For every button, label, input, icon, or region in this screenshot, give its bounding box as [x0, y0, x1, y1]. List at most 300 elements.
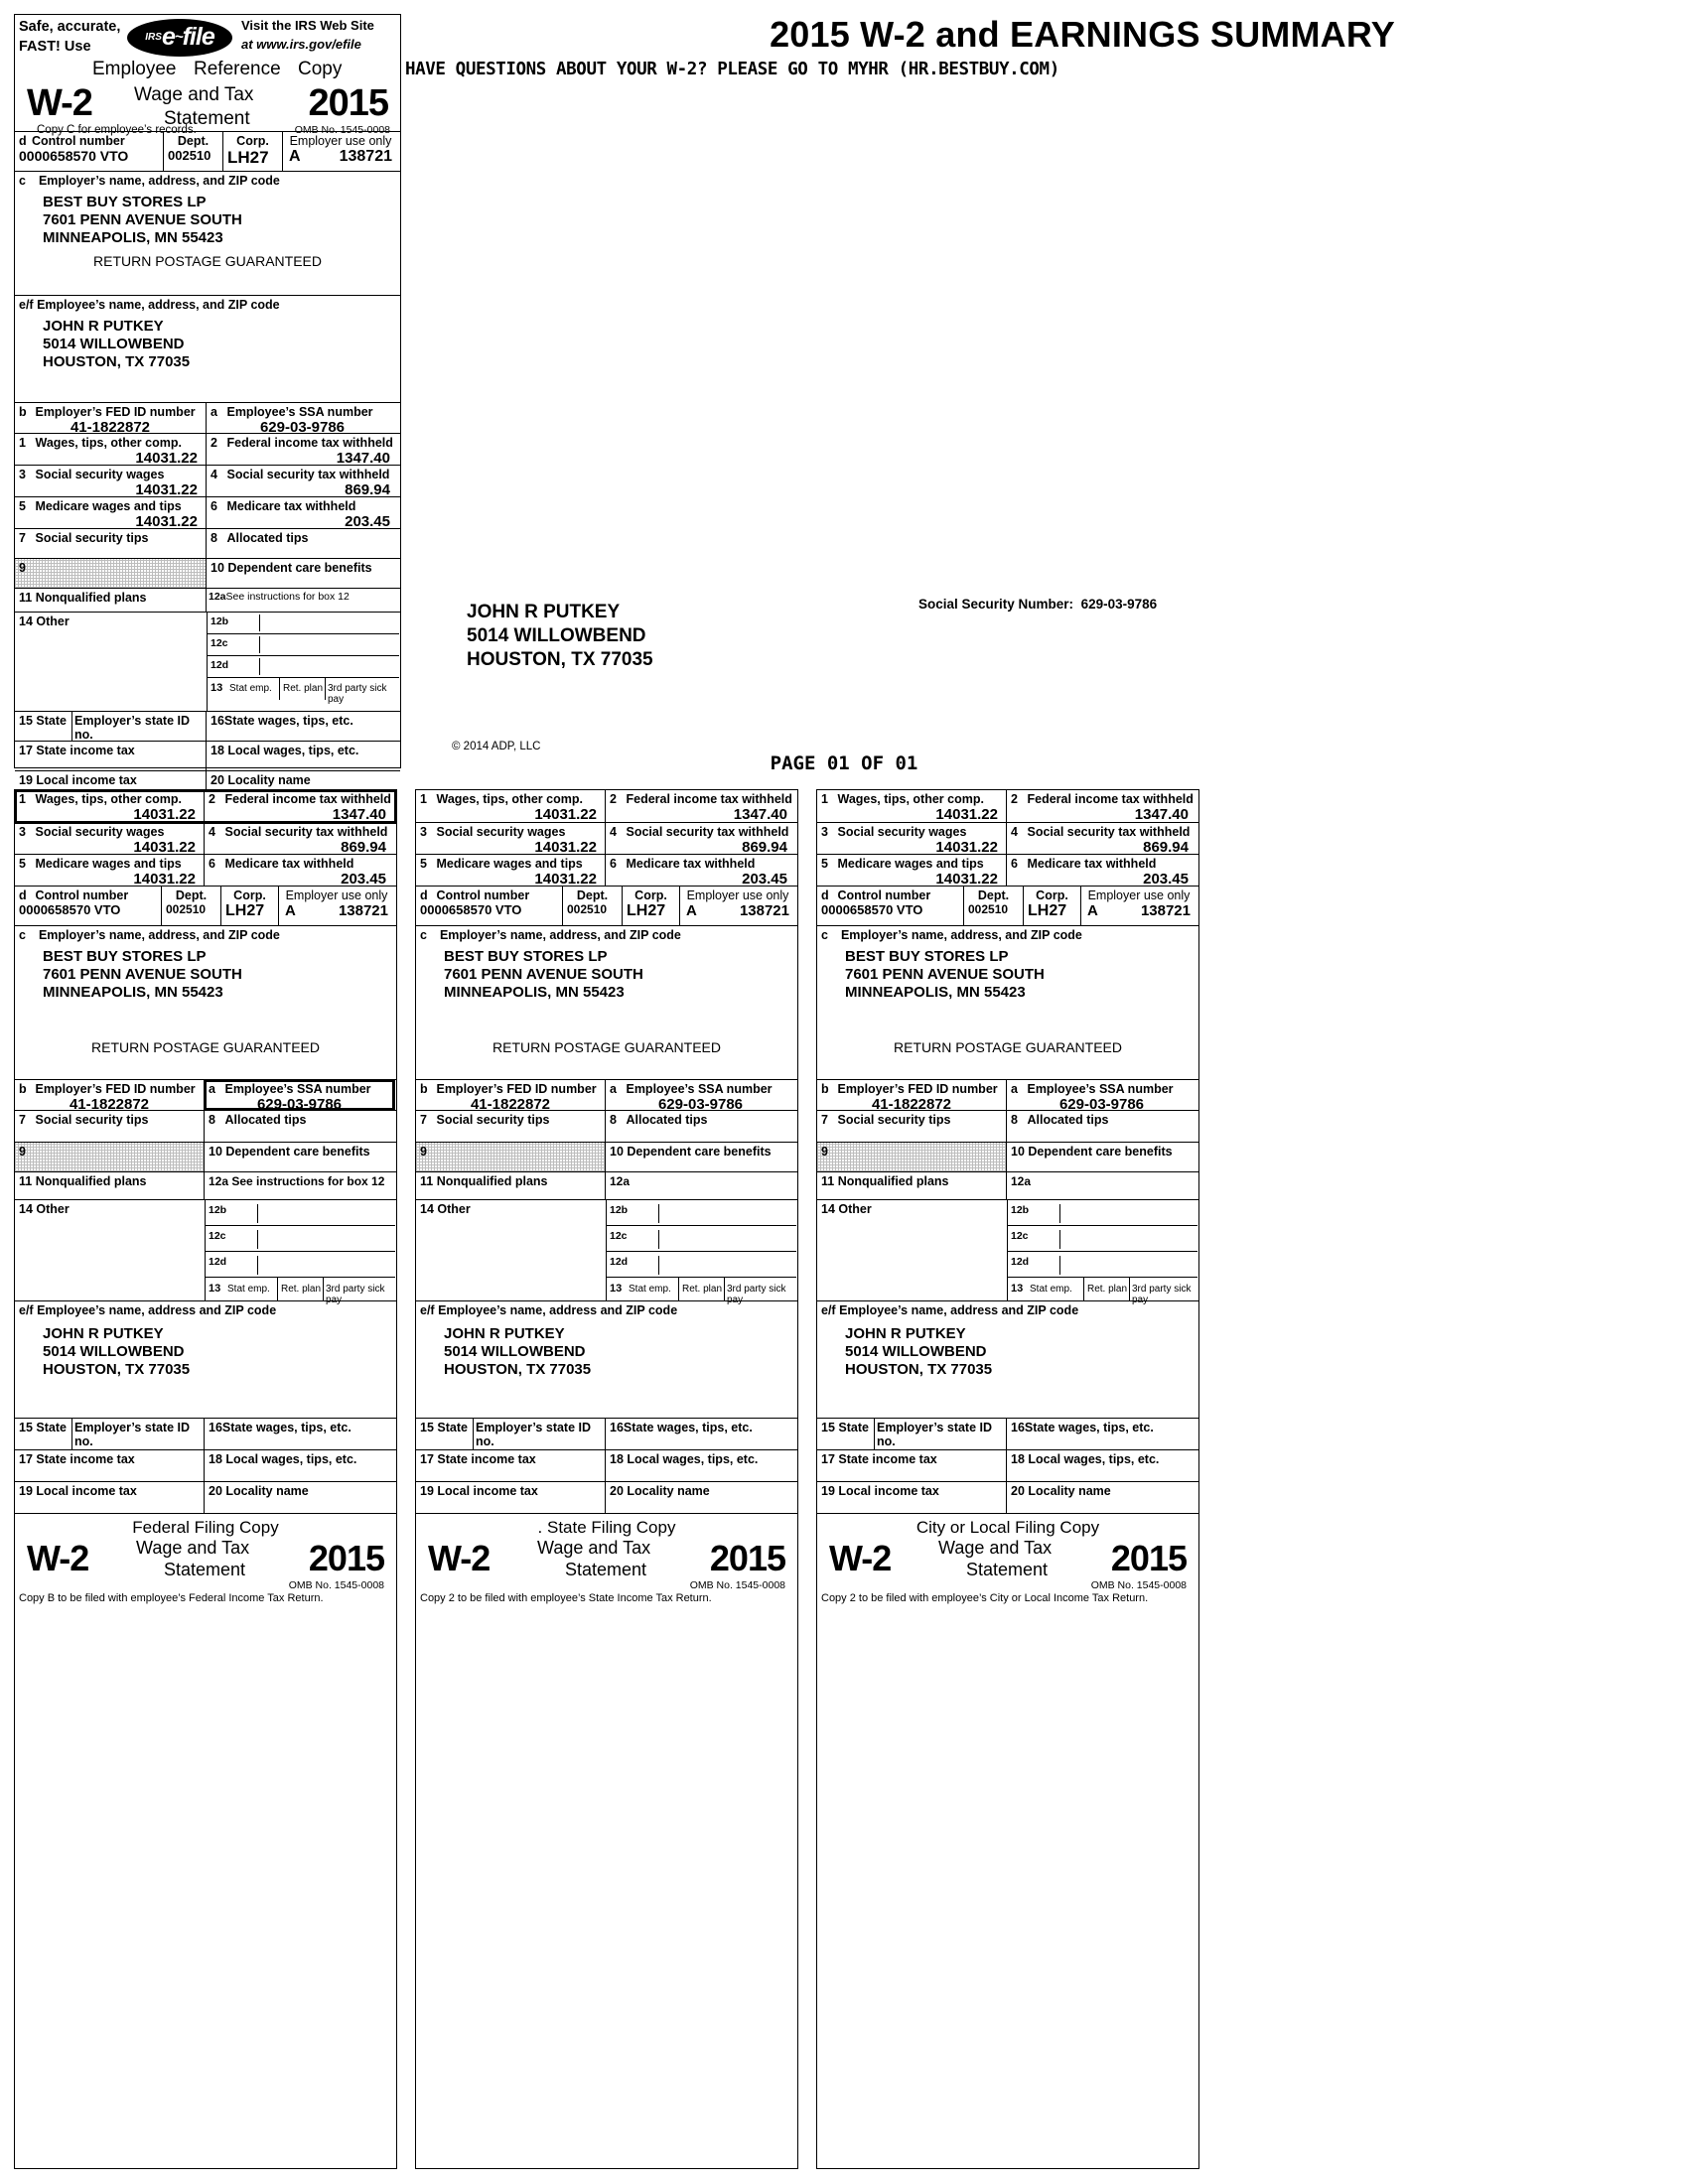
lo-control-number-row: [817, 887, 1198, 926]
employer-citystatezip: MINNEAPOLIS, MN 55423: [43, 229, 223, 246]
fed-box-5-6-row: [15, 855, 396, 887]
lo-box-18-label: 18 Local wages, tips, etc.: [1011, 1452, 1160, 1466]
box-ef-title: Employee’s name, address, and ZIP code: [37, 298, 280, 312]
st-box-20-label: 20 Locality name: [610, 1484, 710, 1498]
fed-control-number-row: [15, 887, 396, 926]
st-return-postage: RETURN POSTAGE GUARANTEED: [492, 1039, 721, 1055]
fed-box-ef-label: e/f Employee’s name, address and ZIP code: [19, 1303, 277, 1317]
box-17-18-row: [15, 742, 400, 771]
lo-footer-omb: OMB No. 1545-0008: [1090, 1579, 1187, 1591]
summary-ssn-label: Social Security Number:: [918, 597, 1074, 612]
fed-box-13-sick-pay: 3rd party sick pay: [326, 1284, 385, 1305]
box-16-label: 16State wages, tips, etc.: [211, 714, 353, 728]
lo-box-13-num: 13: [1011, 1283, 1024, 1295]
st-box-4-value: 869.94: [742, 839, 787, 856]
return-postage-guaranteed: RETURN POSTAGE GUARANTEED: [93, 253, 322, 269]
control-number-value: 0000658570 VTO: [19, 148, 129, 164]
box-17-title: State income tax: [36, 744, 135, 757]
st-box-12b-label: 12b: [610, 1204, 629, 1216]
box-3-title: Social security wages: [35, 468, 165, 481]
lo-box-12d-label: 12d: [1011, 1256, 1030, 1268]
fed-employer-use-a: A: [285, 902, 296, 919]
fed-dept-label: Dept.: [175, 888, 208, 902]
lo-footer-note: Copy 2 to be filed with employee’s City or Local Income Tax Return.: [821, 1592, 1149, 1604]
fed-box-12b-label: 12b: [209, 1204, 227, 1216]
lo-corp-label: Corp.: [1036, 888, 1068, 902]
box-7-label: 7 Social security tips: [19, 531, 149, 545]
corp-value: LH27: [227, 148, 269, 167]
st-employer-use-number: 138721: [739, 902, 789, 919]
st-employer-use-a: A: [686, 902, 697, 919]
fed-footer-statement: Statement: [164, 1560, 246, 1579]
lo-box-4-value: 869.94: [1143, 839, 1189, 856]
visit-irs-line-2: at www.irs.gov/efile: [241, 37, 361, 52]
st-box-14-label: 14 Other: [420, 1202, 471, 1216]
st-box-4-label: 4 Social security tax withheld: [610, 825, 789, 839]
fed-return-postage: RETURN POSTAGE GUARANTEED: [91, 1039, 320, 1055]
st-box-10-label: 10 Dependent care benefits: [610, 1145, 772, 1159]
box-3-4-row: [15, 466, 400, 497]
box-11-12a-row: [15, 589, 400, 613]
box-c-letter: c: [19, 174, 26, 188]
box-d-label: [15, 132, 163, 148]
lo-box-2-label: 2 Federal income tax withheld: [1011, 792, 1194, 806]
st-employee-block: [416, 1301, 797, 1419]
box-b-label: [15, 403, 206, 419]
box-4-value: 869.94: [345, 481, 390, 498]
st-box-19-label: 19 Local income tax: [420, 1484, 538, 1498]
lo-box-12a-label: 12a: [1011, 1174, 1032, 1188]
box-1-title: Wages, tips, other comp.: [35, 436, 182, 450]
st-box-6-value: 203.45: [742, 871, 787, 887]
efile-tagline-2: FAST! Use: [19, 39, 91, 55]
word-employee: Employee: [92, 59, 177, 79]
fed-employer-use-number: 138721: [338, 902, 388, 919]
employee-name: JOHN R PUTKEY: [43, 318, 164, 335]
fed-box-19-label: 19 Local income tax: [19, 1484, 137, 1498]
lo-box-13-div2: [1129, 1278, 1130, 1300]
lo-box-3-label: 3 Social security wages: [821, 825, 967, 839]
summary-employee-street: 5014 WILLOWBEND: [467, 625, 646, 646]
fed-box-1-label: 1 Wages, tips, other comp.: [19, 792, 182, 806]
box-17-label: 17 State income tax: [19, 744, 135, 757]
fed-footer-w2: W-2: [27, 1538, 89, 1578]
fed-dept-value: 002510: [166, 902, 207, 916]
fed-employee-name: JOHN R PUTKEY: [43, 1325, 164, 1342]
box-4-label: 4 Social security tax withheld: [211, 468, 390, 481]
lo-box-9-label: 9: [821, 1145, 828, 1159]
fed-box-18-label: 18 Local wages, tips, etc.: [209, 1452, 357, 1466]
lo-footer-year: 2015: [1110, 1538, 1187, 1578]
lo-employer-citystatezip: MINNEAPOLIS, MN 55423: [845, 984, 1026, 1001]
lo-box-16-label: 16State wages, tips, etc.: [1011, 1421, 1154, 1434]
fed-employer-citystatezip: MINNEAPOLIS, MN 55423: [43, 984, 223, 1001]
wage-and-tax-label: Wage and Tax: [134, 84, 254, 105]
lo-dept-label: Dept.: [977, 888, 1010, 902]
fed-corp-value: LH27: [225, 902, 265, 919]
lo-footer-wage-tax: Wage and Tax: [938, 1538, 1053, 1558]
st-control-number-value: 0000658570 VTO: [420, 902, 522, 917]
st-box-12c-divider: [658, 1230, 659, 1249]
fed-box-3-label: 3 Social security wages: [19, 825, 165, 839]
lo-fedid-ssa-row: [817, 1080, 1198, 1111]
box-2-value: 1347.40: [336, 450, 390, 467]
fed-footer-note: Copy B to be filed with employee’s Federal Income Tax Return.: [19, 1592, 324, 1604]
box-2-title: Federal income tax withheld: [226, 436, 393, 450]
lo-box-5-label: 5 Medicare wages and tips: [821, 857, 984, 871]
fed-box-2-value: 1347.40: [332, 806, 386, 823]
fed-employer-use-label: Employer use only: [285, 888, 388, 902]
lo-box-13-div1: [1083, 1278, 1084, 1300]
st-box-1-value: 14031.22: [534, 806, 597, 823]
st-box-ef-label: e/f Employee’s name, address and ZIP code: [420, 1303, 678, 1317]
st-control-number-row: [416, 887, 797, 926]
st-footer-title: . State Filing Copy: [537, 1518, 676, 1537]
lo-box-12b-label: 12b: [1011, 1204, 1030, 1216]
fed-box-14-12bcd-13-block: [15, 1200, 396, 1305]
st-box-3-value: 14031.22: [534, 839, 597, 856]
st-dept-value: 002510: [567, 902, 608, 916]
box-ef-letter: e/f: [19, 298, 34, 312]
lo-employer-use-a: A: [1087, 902, 1098, 919]
lo-box-9-10-row: [817, 1143, 1198, 1172]
st-footer-statement: Statement: [565, 1560, 647, 1579]
fed-box-1-value: 14031.22: [133, 806, 196, 823]
fed-corp-label: Corp.: [233, 888, 266, 902]
lo-box-15-16-row: [817, 1419, 1198, 1450]
fed-box-5-value: 14031.22: [133, 871, 196, 887]
lo-box-c-label: c Employer’s name, address, and ZIP code: [821, 928, 1082, 942]
employer-fed-id-value: 41-1822872: [70, 419, 151, 436]
box-8-title: Allocated tips: [226, 531, 309, 545]
fed-employer-block: [15, 926, 396, 1080]
fed-employer-name: BEST BUY STORES LP: [43, 948, 207, 965]
lo-control-number-value: 0000658570 VTO: [821, 902, 923, 917]
lo-box-1-value: 14031.22: [935, 806, 998, 823]
lo-employer-use-number: 138721: [1140, 902, 1191, 919]
st-employer-block: [416, 926, 797, 1080]
fed-box-6-label: 6 Medicare tax withheld: [209, 857, 354, 871]
box-13-div1: [279, 678, 280, 700]
box-a-title: Employee’s SSA number: [226, 405, 373, 419]
box-12b-label: 12b: [211, 615, 229, 627]
st-box-9-10-row: [416, 1143, 797, 1172]
lo-box-12d-divider: [1059, 1256, 1060, 1275]
fed-box-1-2-row: [15, 790, 396, 823]
lo-box-12c-divider: [1059, 1230, 1060, 1249]
fed-box-8-label: 8 Allocated tips: [209, 1113, 307, 1127]
fed-box-9-label: 9: [19, 1145, 26, 1159]
st-box-c-label: c Employer’s name, address, and ZIP code: [420, 928, 681, 942]
st-fedid-ssa-row: [416, 1080, 797, 1111]
st-box-13-ret-plan: Ret. plan: [682, 1284, 723, 1295]
st-employer-fed-id-value: 41-1822872: [470, 1096, 551, 1113]
st-box-12a-label: 12a: [610, 1174, 631, 1188]
st-box-1-label: 1 Wages, tips, other comp.: [420, 792, 583, 806]
box-12a-num: 12a: [209, 591, 226, 603]
lo-box-d-label: d Control number: [821, 888, 931, 902]
st-box-8-label: 8 Allocated tips: [610, 1113, 708, 1127]
irs-efile-logo-icon: [127, 19, 232, 57]
fed-box-4-value: 869.94: [341, 839, 386, 856]
box-5-6-row: [15, 497, 400, 529]
box-19-title: Local income tax: [36, 773, 137, 787]
fed-employee-ssa-value: 629-03-9786: [256, 1096, 343, 1113]
dept-value: 002510: [168, 148, 211, 163]
box-c-label: [15, 172, 400, 188]
lo-box-ef-label: e/f Employee’s name, address and ZIP code: [821, 1303, 1079, 1317]
lo-box-7-label: 7 Social security tips: [821, 1113, 951, 1127]
lo-box-17-label: 17 State income tax: [821, 1452, 937, 1466]
box-15-label: 15 State: [19, 714, 67, 728]
st-box-7-8-row: [416, 1111, 797, 1143]
st-box-15-label: 15 State: [420, 1421, 468, 1434]
fed-box-3-4-row: [15, 823, 396, 855]
box-9-label: 9: [19, 561, 26, 575]
st-box-12b-divider: [658, 1204, 659, 1223]
fed-footer-title: Federal Filing Copy: [132, 1518, 279, 1537]
st-box-13-div1: [678, 1278, 679, 1300]
lo-box-4-label: 4 Social security tax withheld: [1011, 825, 1191, 839]
box-2-label: 2 Federal income tax withheld: [211, 436, 393, 450]
irs-text: IRS: [145, 32, 162, 43]
st-employer-street: 7601 PENN AVENUE SOUTH: [444, 966, 643, 983]
lo-box-14-12bcd-13-block: [817, 1200, 1198, 1305]
copy-c-w2-form: [14, 14, 401, 787]
lo-box-11-12a-row: [817, 1172, 1198, 1200]
box-b-title: Employer’s FED ID number: [35, 405, 196, 419]
lo-footer-w2: W-2: [829, 1538, 892, 1578]
st-box-2-label: 2 Federal income tax withheld: [610, 792, 792, 806]
lo-box-15-state-id-label: Employer’s state ID no.: [877, 1421, 993, 1448]
lo-employee-block: [817, 1301, 1198, 1419]
st-footer-wage-tax: Wage and Tax: [537, 1538, 651, 1558]
fed-box-7-label: 7 Social security tips: [19, 1113, 149, 1127]
employer-name: BEST BUY STORES LP: [43, 194, 207, 210]
lo-return-postage: RETURN POSTAGE GUARANTEED: [894, 1039, 1122, 1055]
lo-box-1-label: 1 Wages, tips, other comp.: [821, 792, 984, 806]
st-box-14-12bcd-13-block: [416, 1200, 797, 1305]
lo-box-11-label: 11 Nonqualified plans: [821, 1174, 949, 1188]
employer-street: 7601 PENN AVENUE SOUTH: [43, 211, 242, 228]
control-number-row: [15, 132, 400, 172]
box-12a-instruction: See instructions for box 12: [225, 591, 350, 603]
fed-box-15-state-id-label: Employer’s state ID no.: [74, 1421, 191, 1448]
box-14-label: 14 Other: [19, 614, 70, 628]
fed-box-11-12a-row: [15, 1172, 396, 1200]
federal-filing-copy: [14, 789, 397, 2169]
box-5-label: 5 Medicare wages and tips: [19, 499, 182, 513]
st-footer-note: Copy 2 to be filed with employee’s State Income Tax Return.: [420, 1592, 712, 1604]
lo-employee-ssa-value: 629-03-9786: [1058, 1096, 1145, 1113]
box-6-value: 203.45: [345, 513, 390, 530]
st-box-13-div2: [724, 1278, 725, 1300]
employer-use-number: 138721: [339, 148, 392, 165]
fed-box-3-value: 14031.22: [133, 839, 196, 856]
employee-block: [15, 296, 400, 403]
lo-box-12c-label: 12c: [1011, 1230, 1029, 1242]
box-d-letter: d: [19, 134, 27, 148]
st-box-13-stat-emp: Stat emp.: [629, 1284, 671, 1295]
fed-box-c-label: c Employer’s name, address, and ZIP code: [19, 928, 280, 942]
st-box-b-label: b Employer’s FED ID number: [420, 1082, 597, 1096]
box-11-label: 11 Nonqualified plans: [19, 591, 147, 605]
lo-box-5-6-row: [817, 855, 1198, 887]
st-box-6-label: 6 Medicare tax withheld: [610, 857, 756, 871]
employee-street: 5014 WILLOWBEND: [43, 336, 185, 352]
st-dept-label: Dept.: [576, 888, 609, 902]
fed-box-7-8-row: [15, 1111, 396, 1143]
lo-employee-name: JOHN R PUTKEY: [845, 1325, 966, 1342]
st-box-12d-divider: [658, 1256, 659, 1275]
lo-box-7-8-row: [817, 1111, 1198, 1143]
box-c-title: Employer’s name, address, and ZIP code: [38, 174, 280, 188]
fed-box-13-stat-emp: Stat emp.: [227, 1284, 270, 1295]
fed-box-14-label: 14 Other: [19, 1202, 70, 1216]
st-box-3-4-row: [416, 823, 797, 855]
lo-box-a-label: a Employee’s SSA number: [1011, 1082, 1174, 1096]
st-box-15-state-id-label: Employer’s state ID no.: [476, 1421, 592, 1448]
lo-box-6-value: 203.45: [1143, 871, 1189, 887]
fed-box-15-label: 15 State: [19, 1421, 67, 1434]
lo-footer: [817, 1514, 1198, 1605]
box-7-title: Social security tips: [35, 531, 149, 545]
box-20-title: Locality name: [227, 773, 311, 787]
lo-box-1-2-row: [817, 790, 1198, 823]
fed-box-6-value: 203.45: [341, 871, 386, 887]
box-18-title: Local wages, tips, etc.: [227, 744, 359, 757]
summary-ssn-block: [918, 597, 1157, 612]
box-18-label: 18 Local wages, tips, etc.: [211, 744, 359, 757]
st-box-5-label: 5 Medicare wages and tips: [420, 857, 583, 871]
employee-citystatezip: HOUSTON, TX 77035: [43, 353, 191, 370]
efile-file: file: [182, 23, 214, 51]
st-corp-value: LH27: [627, 902, 666, 919]
fed-box-4-label: 4 Social security tax withheld: [209, 825, 388, 839]
fed-box-a-label: a Employee’s SSA number: [209, 1082, 371, 1096]
st-employee-street: 5014 WILLOWBEND: [444, 1343, 586, 1360]
fed-employer-street: 7601 PENN AVENUE SOUTH: [43, 966, 242, 983]
box-6-label: 6 Medicare tax withheld: [211, 499, 356, 513]
dept-label: Dept.: [177, 134, 210, 148]
box-13-div2: [325, 678, 326, 700]
fed-employee-citystatezip: HOUSTON, TX 77035: [43, 1361, 191, 1378]
summary-employee-citystatezip: HOUSTON, TX 77035: [467, 649, 653, 670]
st-box-12d-label: 12d: [610, 1256, 629, 1268]
corp-label: Corp.: [236, 134, 269, 148]
box-12c-label: 12c: [211, 637, 228, 649]
box-12b-divider: [259, 614, 260, 631]
box-10-title: Dependent care benefits: [227, 561, 372, 575]
box-15-employer-state-id-label: Employer’s state ID no.: [74, 714, 191, 742]
box-15-16-row: [15, 712, 400, 742]
st-box-15-16-row: [416, 1419, 797, 1450]
copy-c-header: [15, 15, 400, 136]
st-employee-citystatezip: HOUSTON, TX 77035: [444, 1361, 592, 1378]
box-16-title: State wages, tips, etc.: [223, 714, 353, 728]
box-a-label: [207, 403, 398, 419]
lo-box-13-stat-emp: Stat emp.: [1030, 1284, 1072, 1295]
box-6-title: Medicare tax withheld: [226, 499, 356, 513]
local-filing-copy: [816, 789, 1199, 2169]
questions-line: HAVE QUESTIONS ABOUT YOUR W-2? PLEASE GO TO MYHR (HR.BESTBUY.COM): [405, 60, 1059, 79]
copy-c-note: Copy C for employee’s records.: [37, 124, 197, 136]
fed-box-12b-divider: [257, 1204, 258, 1223]
lo-box-3-4-row: [817, 823, 1198, 855]
box-1-label: 1 Wages, tips, other comp.: [19, 436, 182, 450]
box-13-ret-plan: Ret. plan: [283, 683, 324, 694]
lo-box-14-label: 14 Other: [821, 1202, 872, 1216]
box-7-8-row: [15, 529, 400, 559]
fed-box-12a-label: 12a See instructions for box 12: [209, 1174, 385, 1188]
fedid-ssa-row: [15, 403, 400, 434]
lo-box-20-label: 20 Locality name: [1011, 1484, 1111, 1498]
st-box-11-12a-row: [416, 1172, 797, 1200]
box-1-2-row: [15, 434, 400, 466]
fed-box-20-label: 20 Locality name: [209, 1484, 309, 1498]
word-reference: Reference: [194, 59, 281, 79]
fed-box-12c-label: 12c: [209, 1230, 226, 1242]
lo-employee-street: 5014 WILLOWBEND: [845, 1343, 987, 1360]
page-title: 2015 W-2 and EARNINGS SUMMARY: [770, 14, 1395, 55]
st-box-18-label: 18 Local wages, tips, etc.: [610, 1452, 759, 1466]
visit-irs-line-1: Visit the IRS Web Site: [241, 18, 374, 33]
fed-box-13-num: 13: [209, 1283, 221, 1295]
box-9-10-row: [15, 559, 400, 589]
fed-box-d-label: d Control number: [19, 888, 129, 902]
word-copy: Copy: [298, 59, 343, 79]
fed-box-9-10-row: [15, 1143, 396, 1172]
st-box-a-label: a Employee’s SSA number: [610, 1082, 773, 1096]
efile-e: e: [161, 23, 175, 51]
lo-box-5-value: 14031.22: [935, 871, 998, 887]
lo-corp-value: LH27: [1028, 902, 1067, 919]
fed-box-13-ret-plan: Ret. plan: [281, 1284, 322, 1295]
st-footer-omb: OMB No. 1545-0008: [689, 1579, 785, 1591]
fed-box-17-label: 17 State income tax: [19, 1452, 135, 1466]
box-12a-label: [207, 589, 398, 603]
lo-employee-citystatezip: HOUSTON, TX 77035: [845, 1361, 993, 1378]
st-box-17-18-row: [416, 1450, 797, 1482]
fed-employee-street: 5014 WILLOWBEND: [43, 1343, 185, 1360]
st-footer-w2: W-2: [428, 1538, 491, 1578]
employee-ssa-value: 629-03-9786: [259, 419, 346, 436]
box-3-label: 3 Social security wages: [19, 468, 165, 481]
fed-box-19-20-row: [15, 1482, 396, 1514]
statement-label: Statement: [164, 108, 250, 129]
box-11-title: Nonqualified plans: [35, 591, 147, 605]
box-13-sick-pay: 3rd party sick pay: [328, 683, 387, 705]
page-indicator: PAGE 01 OF 01: [770, 752, 918, 774]
fed-footer: [15, 1514, 396, 1605]
fed-employee-block: [15, 1301, 396, 1419]
fed-box-b-label: b Employer’s FED ID number: [19, 1082, 196, 1096]
box-a-letter: a: [211, 405, 217, 419]
lo-employer-name: BEST BUY STORES LP: [845, 948, 1009, 965]
lo-footer-statement: Statement: [966, 1560, 1049, 1579]
lightning-bolt-icon: ~: [174, 29, 183, 46]
lo-box-8-label: 8 Allocated tips: [1011, 1113, 1109, 1127]
lo-box-2-value: 1347.40: [1134, 806, 1189, 823]
box-5-value: 14031.22: [135, 513, 198, 530]
fed-footer-year: 2015: [308, 1538, 384, 1578]
box-19-label: 19 Local income tax: [19, 773, 137, 787]
lo-box-10-label: 10 Dependent care benefits: [1011, 1145, 1173, 1159]
st-box-2-value: 1347.40: [733, 806, 787, 823]
fed-box-5-label: 5 Medicare wages and tips: [19, 857, 182, 871]
box-b-letter: b: [19, 405, 27, 419]
st-box-12c-label: 12c: [610, 1230, 628, 1242]
